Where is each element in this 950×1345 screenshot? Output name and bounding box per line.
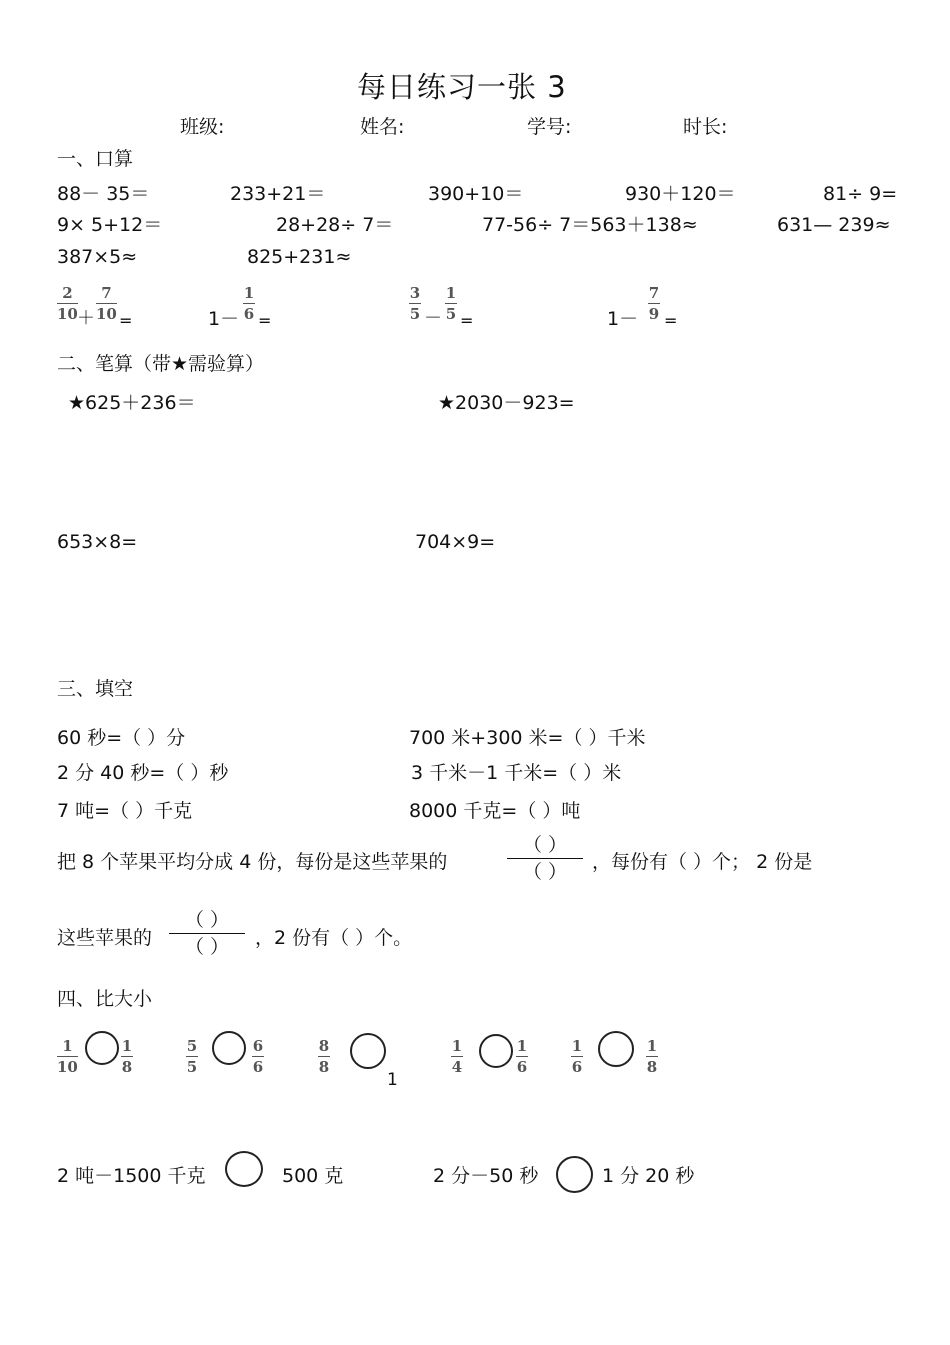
fraction bbox=[57, 285, 78, 322]
numerator: 1 bbox=[243, 284, 255, 302]
oral-item: 930＋120＝ bbox=[625, 183, 736, 205]
numerator: 1 bbox=[516, 1037, 528, 1055]
numerator: 1 bbox=[62, 1037, 73, 1055]
comparison-circle[interactable] bbox=[479, 1034, 513, 1068]
fill-item: 60 秒=（ ）分 bbox=[57, 727, 186, 749]
fraction bbox=[318, 1038, 330, 1075]
blank-fraction bbox=[169, 909, 245, 958]
written-item: ★2030－923= bbox=[438, 392, 575, 414]
fraction-bar bbox=[451, 1056, 463, 1057]
compare-left: 2 分－50 秒 bbox=[433, 1165, 539, 1187]
fraction bbox=[646, 1038, 658, 1075]
blank-numerator: （ ） bbox=[184, 909, 230, 931]
fill-item: 3 千米－1 千米=（ ）米 bbox=[411, 762, 622, 784]
fraction-bar bbox=[445, 303, 457, 304]
fill-item: 8000 千克=（ ）吨 bbox=[409, 800, 581, 822]
numerator: 1 bbox=[646, 1037, 658, 1055]
blank-fraction bbox=[507, 834, 583, 883]
comparison-circle[interactable] bbox=[350, 1033, 386, 1069]
page-title: 每日练习一张 3 bbox=[357, 70, 567, 104]
oral-item: 631— 239≈ bbox=[777, 214, 891, 236]
fraction-bar bbox=[121, 1056, 133, 1057]
fraction-bar bbox=[571, 1056, 583, 1057]
numerator: 7 bbox=[648, 284, 660, 302]
fraction-bar bbox=[169, 933, 245, 934]
denominator: 5 bbox=[186, 1058, 198, 1076]
compare-right: 500 克 bbox=[282, 1165, 344, 1187]
operator: － bbox=[424, 308, 442, 329]
oral-item: 77-56÷ 7＝563＋138≈ bbox=[482, 214, 698, 236]
numerator: 7 bbox=[101, 284, 112, 302]
fraction-bar bbox=[243, 303, 255, 304]
oral-item: 9× 5+12＝ bbox=[57, 214, 163, 236]
written-item: ★625＋236＝ bbox=[68, 392, 196, 414]
numerator: 1 bbox=[451, 1037, 463, 1055]
comparison-circle[interactable] bbox=[556, 1156, 593, 1193]
comparison-circle[interactable] bbox=[85, 1031, 119, 1065]
section-fill-heading: 三、填空 bbox=[57, 678, 134, 700]
blank-numerator: （ ） bbox=[522, 834, 568, 856]
numerator: 6 bbox=[252, 1037, 264, 1055]
numerator: 2 bbox=[62, 284, 73, 302]
fraction-bar bbox=[516, 1056, 528, 1057]
equals: = bbox=[664, 311, 678, 330]
denominator: 5 bbox=[409, 305, 421, 323]
prefix: 1－ bbox=[208, 308, 240, 330]
duration-label: 时长: bbox=[683, 116, 728, 138]
fraction bbox=[516, 1038, 528, 1075]
denominator: 4 bbox=[451, 1058, 463, 1076]
written-item: 653×8= bbox=[57, 531, 138, 553]
fraction bbox=[243, 285, 255, 322]
section-compare-heading: 四、比大小 bbox=[57, 988, 153, 1010]
fraction-bar bbox=[409, 303, 421, 304]
fraction bbox=[57, 1038, 78, 1075]
numerator: 5 bbox=[186, 1037, 198, 1055]
fraction bbox=[445, 285, 457, 322]
fraction-bar bbox=[646, 1056, 658, 1057]
denominator: 8 bbox=[318, 1058, 330, 1076]
denominator: 10 bbox=[96, 305, 117, 323]
fraction-bar bbox=[252, 1056, 264, 1057]
apple-question-text: 把 8 个苹果平均分成 4 份，每份是这些苹果的 bbox=[57, 851, 448, 873]
denominator: 6 bbox=[516, 1058, 528, 1076]
oral-item: 88－ 35＝ bbox=[57, 183, 150, 205]
apple-question-text: 这些苹果的 bbox=[57, 927, 153, 949]
fraction-bar bbox=[648, 303, 660, 304]
prefix: 1－ bbox=[607, 308, 639, 330]
fraction-bar bbox=[186, 1056, 198, 1057]
denominator: 10 bbox=[57, 1058, 78, 1076]
fraction-bar bbox=[96, 303, 117, 304]
numerator: 1 bbox=[571, 1037, 583, 1055]
equals: = bbox=[258, 311, 272, 330]
oral-item: 28+28÷ 7＝ bbox=[276, 214, 394, 236]
fraction-bar bbox=[57, 303, 78, 304]
oral-item: 387×5≈ bbox=[57, 246, 138, 268]
numerator: 8 bbox=[318, 1037, 330, 1055]
fraction bbox=[96, 285, 117, 322]
section-oral-heading: 一、口算 bbox=[57, 148, 134, 170]
denominator: 8 bbox=[646, 1058, 658, 1076]
denominator: 6 bbox=[571, 1058, 583, 1076]
numerator: 1 bbox=[445, 284, 457, 302]
fill-item: 700 米+300 米=（ ）千米 bbox=[409, 727, 646, 749]
denominator: 6 bbox=[252, 1058, 264, 1076]
compare-left: 2 吨－1500 千克 bbox=[57, 1165, 206, 1187]
fraction bbox=[451, 1038, 463, 1075]
comparison-circle[interactable] bbox=[598, 1031, 634, 1067]
blank-denominator: （ ） bbox=[184, 936, 230, 958]
name-label: 姓名: bbox=[360, 116, 405, 138]
denominator: 5 bbox=[445, 305, 457, 323]
fraction bbox=[409, 285, 421, 322]
fraction-bar bbox=[507, 858, 583, 859]
numerator: 1 bbox=[121, 1037, 133, 1055]
fraction-bar bbox=[318, 1056, 330, 1057]
denominator: 10 bbox=[57, 305, 78, 323]
compare-number: 1 bbox=[387, 1070, 398, 1090]
fraction-bar bbox=[57, 1056, 78, 1057]
class-label: 班级: bbox=[180, 116, 225, 138]
apple-question-text: ，每份有（ ）个； 2 份是 bbox=[592, 851, 813, 873]
compare-right: 1 分 20 秒 bbox=[602, 1165, 695, 1187]
apple-question-text: ，2 份有（ ）个。 bbox=[255, 927, 413, 949]
oral-item: 825+231≈ bbox=[247, 246, 352, 268]
fraction bbox=[186, 1038, 198, 1075]
numerator: 3 bbox=[409, 284, 421, 302]
blank-denominator: （ ） bbox=[522, 861, 568, 883]
fill-item: 7 吨=（ ）千克 bbox=[57, 800, 193, 822]
section-written-heading: 二、笔算（带★需验算） bbox=[57, 353, 265, 375]
denominator: 9 bbox=[648, 305, 660, 323]
student-id-label: 学号: bbox=[527, 116, 572, 138]
fraction bbox=[252, 1038, 264, 1075]
denominator: 6 bbox=[243, 305, 255, 323]
denominator: 8 bbox=[121, 1058, 133, 1076]
written-item: 704×9= bbox=[415, 531, 496, 553]
comparison-circle[interactable] bbox=[225, 1151, 263, 1187]
fill-item: 2 分 40 秒=（ ）秒 bbox=[57, 762, 229, 784]
operator: ＋ bbox=[77, 308, 95, 329]
equals: = bbox=[460, 311, 474, 330]
fraction bbox=[648, 285, 660, 322]
equals: = bbox=[119, 311, 133, 330]
fraction bbox=[121, 1038, 133, 1075]
oral-item: 81÷ 9= bbox=[823, 183, 898, 205]
oral-item: 390+10＝ bbox=[428, 183, 524, 205]
fraction bbox=[571, 1038, 583, 1075]
comparison-circle[interactable] bbox=[212, 1031, 246, 1065]
oral-item: 233+21＝ bbox=[230, 183, 326, 205]
